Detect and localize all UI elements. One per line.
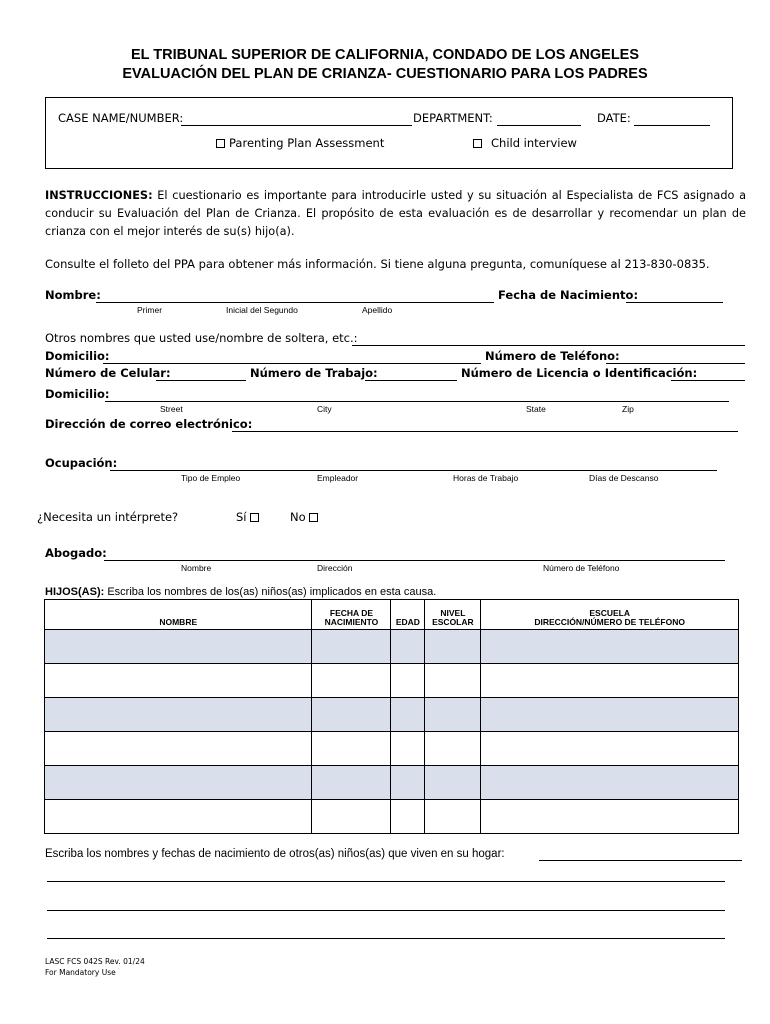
other-names-field[interactable] xyxy=(352,345,745,346)
no-checkbox[interactable] xyxy=(309,513,318,522)
other-children-field-2[interactable] xyxy=(47,881,725,882)
city-hint: City xyxy=(317,404,332,414)
attorney-name-hint: Nombre xyxy=(181,563,212,573)
yes-checkbox[interactable] xyxy=(250,513,259,522)
work-phone-label: Número de Trabajo: xyxy=(250,366,378,380)
children-heading xyxy=(45,586,436,598)
work-phone-field[interactable] xyxy=(365,380,457,381)
instructions-label: INSTRUCCIONES: xyxy=(45,189,153,202)
street-hint: Street xyxy=(160,404,183,414)
employer-hint: Empleador xyxy=(317,473,359,483)
occupation-label: Ocupación: xyxy=(45,456,118,470)
no-label: No xyxy=(290,510,306,524)
name-field[interactable] xyxy=(96,302,494,303)
attorney-field[interactable] xyxy=(104,560,725,561)
table-row[interactable] xyxy=(45,800,739,834)
court-title: EL TRIBUNAL SUPERIOR DE CALIFORNIA, CONDADO DE LOS ANGELES xyxy=(130,47,640,63)
parenting-plan-label: Parenting Plan Assessment xyxy=(229,136,385,150)
address-field[interactable] xyxy=(103,363,481,364)
birthdate-field[interactable] xyxy=(626,302,723,303)
interpreter-no-option[interactable] xyxy=(290,510,318,524)
middle-initial-hint: Inicial del Segundo xyxy=(226,305,298,315)
first-name-hint: Primer xyxy=(137,305,163,315)
table-row[interactable] xyxy=(45,732,739,766)
children-instruction: Escriba los nombres de los(as) niños(as) implicados en esta causa. xyxy=(107,586,437,598)
license-label: Número de Licencia o Identificación: xyxy=(461,366,698,380)
table-row[interactable] xyxy=(45,766,739,800)
case-name-field[interactable] xyxy=(181,125,412,126)
attorney-phone-hint: Número de Teléfono xyxy=(543,563,620,573)
phone-label: Número de Teléfono: xyxy=(485,349,620,363)
table-row[interactable] xyxy=(45,630,739,664)
department-label: DEPARTMENT: xyxy=(413,111,493,125)
interpreter-label: ¿Necesita un intérprete? xyxy=(37,510,179,524)
form-title: EVALUACIÓN DEL PLAN DE CRIANZA- CUESTIONARIO PARA LOS PADRES xyxy=(122,66,648,82)
address-label: Domicilio: xyxy=(45,349,110,363)
attorney-label: Abogado: xyxy=(45,546,107,560)
case-info-box xyxy=(45,97,733,169)
other-children-field-3[interactable] xyxy=(47,910,725,911)
other-names-label: Otros nombres que usted use/nombre de soltera, etc.: xyxy=(45,331,358,345)
usage-note: For Mandatory Use xyxy=(45,968,116,977)
name-label: Nombre: xyxy=(45,288,101,302)
option-child-interview[interactable] xyxy=(473,136,577,150)
child-interview-label: Child interview xyxy=(491,136,577,150)
interpreter-yes-option[interactable] xyxy=(236,510,259,524)
days-off-hint: Días de Descanso xyxy=(589,473,659,483)
license-field[interactable] xyxy=(671,380,745,381)
table-row[interactable] xyxy=(45,698,739,732)
col-grade: NIVEL ESCOLAR xyxy=(425,600,481,630)
last-name-hint: Apellido xyxy=(362,305,393,315)
department-field[interactable] xyxy=(497,125,581,126)
instructions-text: El cuestionario es importante para introducirle usted y su situación al Especialista de FCS asignado a conducir su Evaluación del Plan de Crianza. El propósito de esta evaluación es de desarrollar y recomendar un plan de crianza con el mejor interés de su(s) hijo(a). xyxy=(45,189,746,238)
children-heading-label: HIJOS(AS): xyxy=(45,586,105,598)
col-school: ESCUELA DIRECCIÓN/NÚMERO DE TELÉFONO xyxy=(481,600,739,630)
job-type-hint: Tipo de Empleo xyxy=(181,473,241,483)
email-label: Dirección de correo electrónico: xyxy=(45,417,253,431)
state-hint: State xyxy=(526,404,546,414)
children-table xyxy=(44,599,739,834)
zip-hint: Zip xyxy=(622,404,634,414)
case-name-label: CASE NAME/NUMBER: xyxy=(58,111,184,125)
col-name: NOMBRE xyxy=(45,600,312,630)
mailing-address-label: Domicilio: xyxy=(45,387,110,401)
option-parenting-plan[interactable] xyxy=(216,136,384,150)
date-field[interactable] xyxy=(634,125,710,126)
form-id: LASC FCS 042S Rev. 01/24 xyxy=(45,957,145,966)
table-row[interactable] xyxy=(45,664,739,698)
work-hours-hint: Horas de Trabajo xyxy=(453,473,519,483)
other-children-field-4[interactable] xyxy=(47,938,725,939)
cell-field[interactable] xyxy=(156,380,246,381)
mailing-address-field[interactable] xyxy=(105,401,729,402)
birthdate-label: Fecha de Nacimiento: xyxy=(498,288,639,302)
other-children-prompt: Escriba los nombres y fechas de nacimiento de otros(as) niños(as) que viven en su hogar: xyxy=(45,848,505,860)
cell-label: Número de Celular: xyxy=(45,366,171,380)
instructions-paragraph xyxy=(45,187,746,241)
col-age: EDAD xyxy=(391,600,425,630)
email-field[interactable] xyxy=(232,431,738,432)
child-interview-checkbox[interactable] xyxy=(473,139,482,148)
attorney-address-hint: Dirección xyxy=(317,563,353,573)
consult-text: Consulte el folleto del PPA para obtener más información. Si tiene alguna pregunta, comuníquese al 213-830-0835. xyxy=(45,257,710,271)
phone-field[interactable] xyxy=(606,363,745,364)
other-children-field-1[interactable] xyxy=(539,860,742,861)
col-birthdate: FECHA DE NACIMIENTO xyxy=(312,600,391,630)
date-label: DATE: xyxy=(597,111,631,125)
yes-label: Sí xyxy=(236,510,247,524)
children-table-header xyxy=(45,600,739,630)
occupation-field[interactable] xyxy=(110,470,717,471)
parenting-plan-checkbox[interactable] xyxy=(216,139,225,148)
